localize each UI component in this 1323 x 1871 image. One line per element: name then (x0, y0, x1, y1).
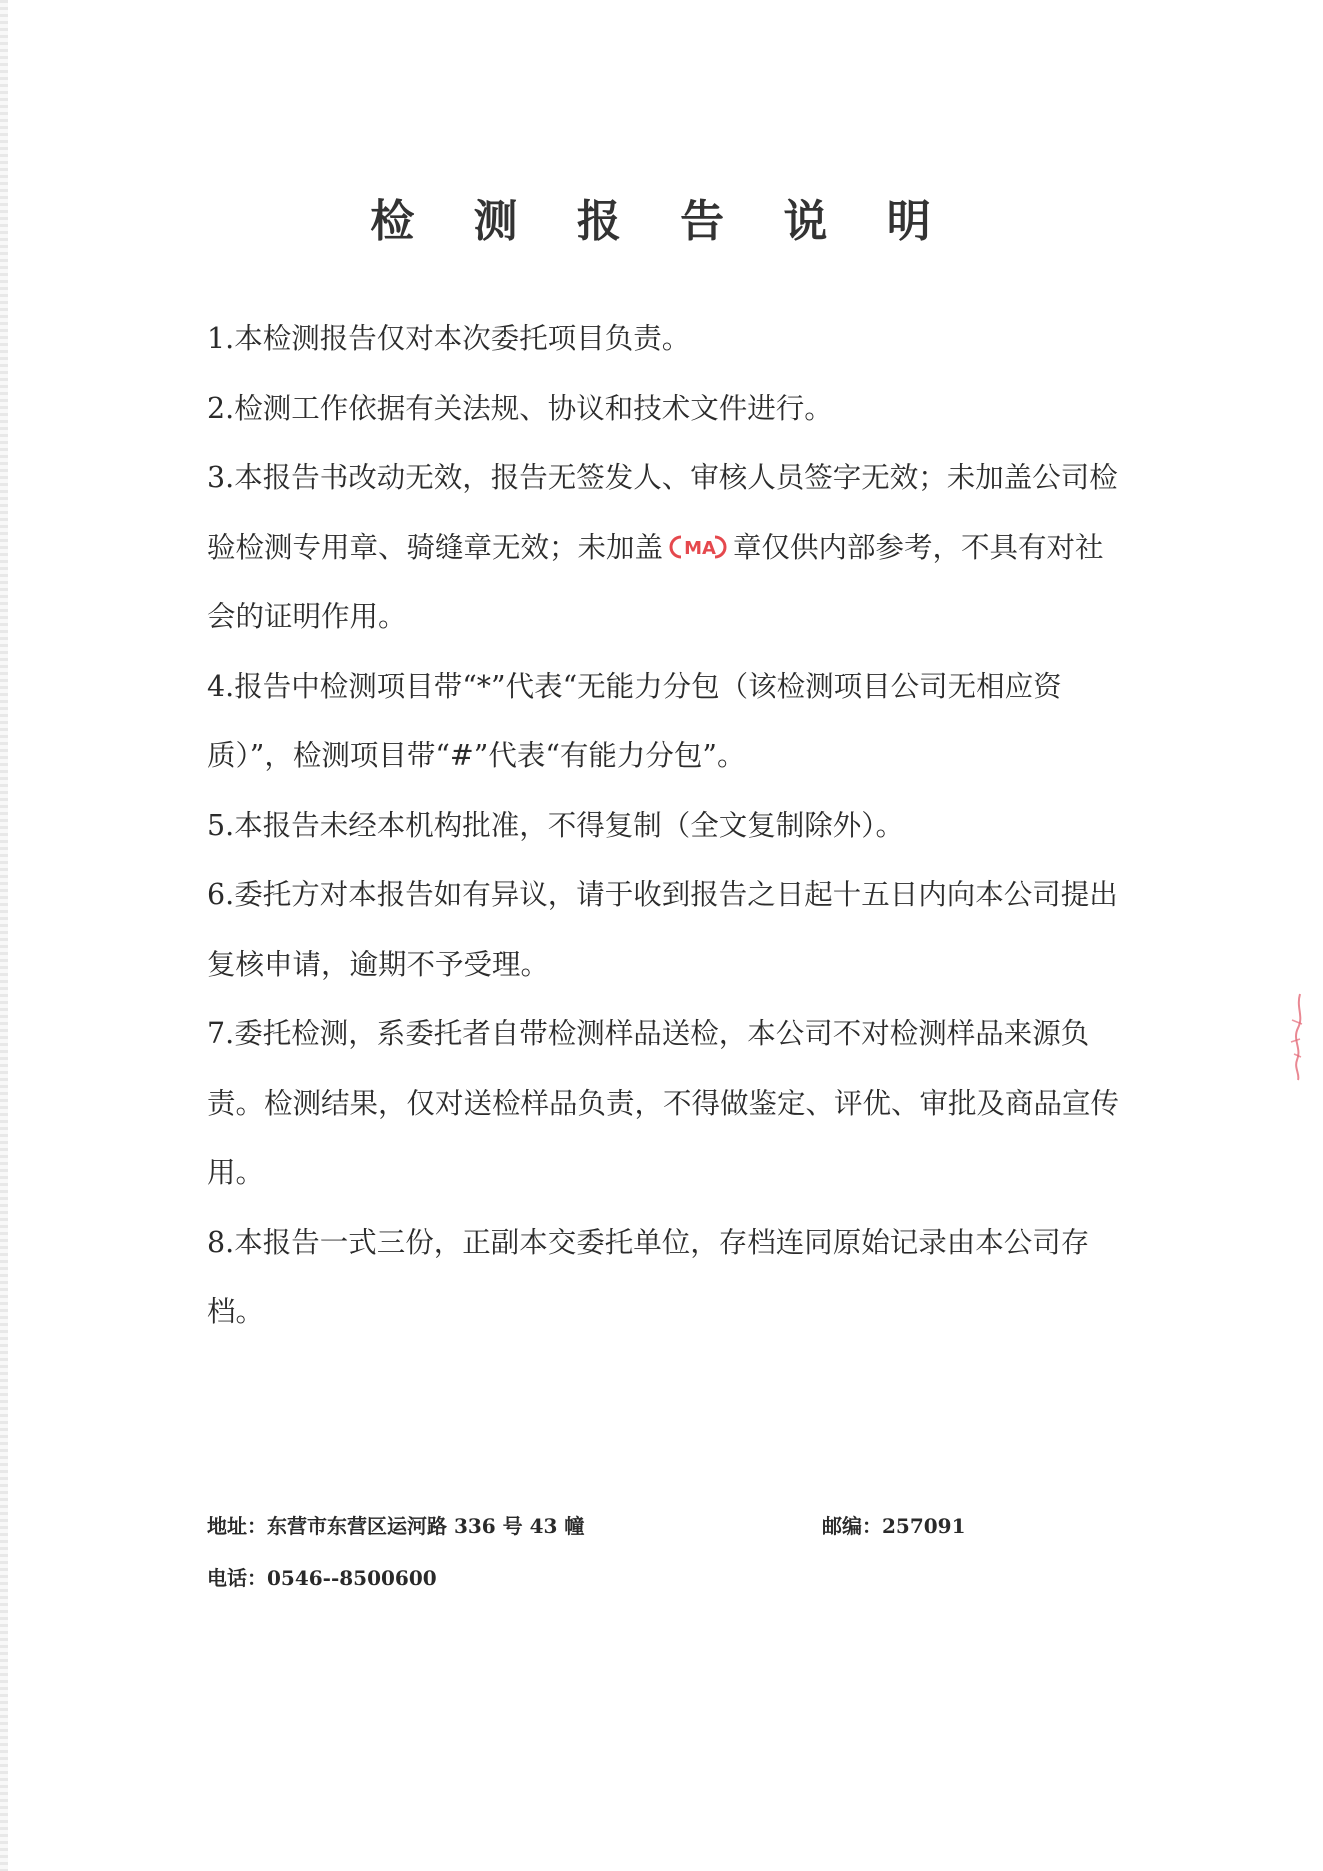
page-title: 检 测 报 告 说 明 (370, 196, 953, 247)
cma-seal-icon (669, 534, 727, 560)
clause-4: 4.报告中检测项目带“*”代表“无能力分包（该检测项目公司无相应资质）”，检测项目带“#”代表“有能力分包”。 (207, 669, 1062, 772)
clause-list (207, 304, 1127, 1347)
clause-3-text-before: 3.本报告书改动无效，报告无签发人、审核人员签字无效；未加盖公司检验检测专用章、骑缝章无效；未加盖 (207, 461, 1118, 564)
clause-8: 8.本报告一式三份，正副本交委托单位，存档连同原始记录由本公司存档。 (207, 1225, 1090, 1328)
clause-2: 2.检测工作依据有关法规、协议和技术文件进行。 (207, 391, 833, 425)
clause-3 (207, 443, 1127, 652)
clause-3-text-after: 章仅供内部参考，不具有对社会的证明作用。 (207, 530, 1104, 633)
footer-phone: 电话：0546--8500600 (207, 1566, 437, 1590)
cma-seal-label: MA (684, 537, 716, 559)
scan-edge (0, 0, 8, 1871)
footer-address: 地址：东营市东营区运河路 336 号 43 幢 (207, 1514, 585, 1538)
footer-postcode: 邮编：257091 (822, 1514, 966, 1538)
seam-stamp-fragment-icon (1286, 990, 1308, 1082)
clause-1: 1.本检测报告仅对本次委托项目负责。 (207, 322, 691, 355)
clause-7: 7.委托检测，系委托者自带检测样品送检，本公司不对检测样品来源负责。检测结果，仅对送检样品负责，不得做鉴定、评优、审批及商品宣传用。 (207, 1017, 1120, 1189)
clause-6: 6.委托方对本报告如有异议，请于收到报告之日起十五日内向本公司提出复核申请，逾期不予受理。 (207, 878, 1118, 981)
clause-5: 5.本报告未经本机构批准，不得复制（全文复制除外）。 (207, 808, 904, 842)
